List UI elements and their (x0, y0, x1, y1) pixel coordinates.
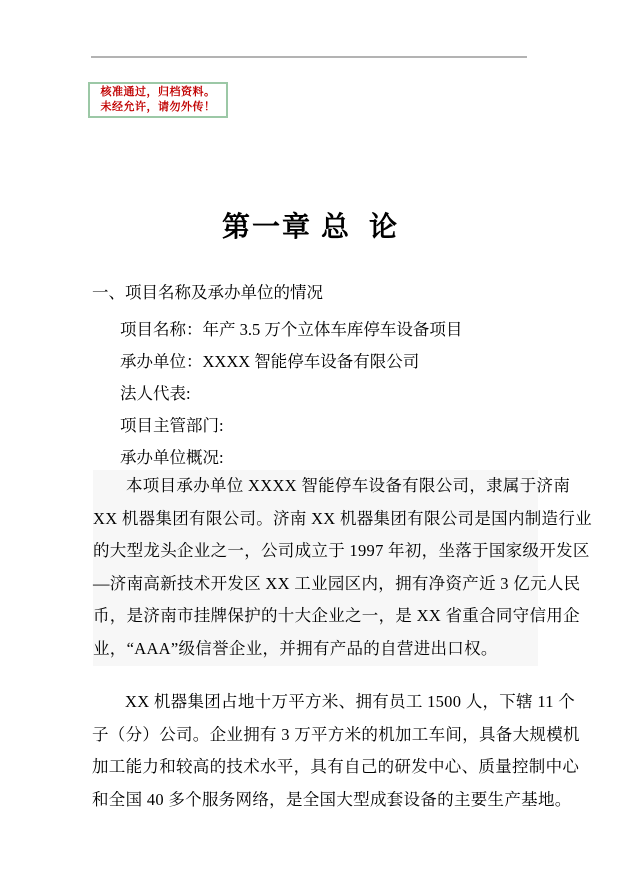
paragraph-line: 业，“AAA”级信誉企业，并拥有产品的自营进出口权。 (93, 638, 498, 658)
field-undertaking-unit: 承办单位：XXXX 智能停车设备有限公司 (120, 352, 420, 371)
paragraph-line: 本项目承办单位 XXXX 智能停车设备有限公司，隶属于济南 (126, 476, 571, 495)
paragraph-line: 子（分）公司。企业拥有 3 万平方米的机加工车间，具备大规模机 (92, 724, 580, 744)
shaded-paragraph (93, 470, 592, 666)
paragraph-line: —济南高新技术开发区 XX 工业园区内，拥有净资产近 3 亿元人民 (93, 573, 581, 593)
chapter-title: 第一章 总 论 (221, 212, 399, 243)
field-list (120, 314, 540, 474)
paragraph-line: 和全国 40 多个服务网络，是全国大型成套设备的主要生产基地。 (92, 789, 572, 809)
stamp-text-line: 核准通过，归档资料。 (100, 86, 216, 98)
section-heading: 一、项目名称及承办单位的情况 (92, 283, 323, 302)
paragraph-line: 币，是济南市挂牌保护的十大企业之一，是 XX 省重合同守信用企 (93, 606, 580, 626)
field-project-name: 项目名称：年产 3.5 万个立体车库停车设备项目 (120, 320, 463, 339)
stamp-text-line: 未经允许，请勿外传！ (100, 101, 216, 113)
paragraph-line: 的大型龙头企业之一，公司成立于 1997 年初，坐落于国家级开发区 (93, 541, 590, 561)
body-paragraph (92, 686, 580, 816)
header-divider (91, 56, 527, 58)
field-legal-representative: 法人代表: (120, 384, 191, 403)
paragraph-line: XX 机器集团有限公司。济南 XX 机器集团有限公司是国内制造行业 (93, 508, 592, 528)
paragraph-line: 加工能力和较高的技术水平，具有自己的研发中心、质量控制中心 (92, 757, 580, 777)
field-unit-overview: 承办单位概况: (120, 448, 224, 467)
paragraph-line: XX 机器集团占地十万平方米、拥有员工 1500 人，下辖 11 个 (125, 692, 576, 711)
field-project-authority: 项目主管部门: (120, 416, 224, 435)
approval-stamp-box (88, 82, 228, 118)
